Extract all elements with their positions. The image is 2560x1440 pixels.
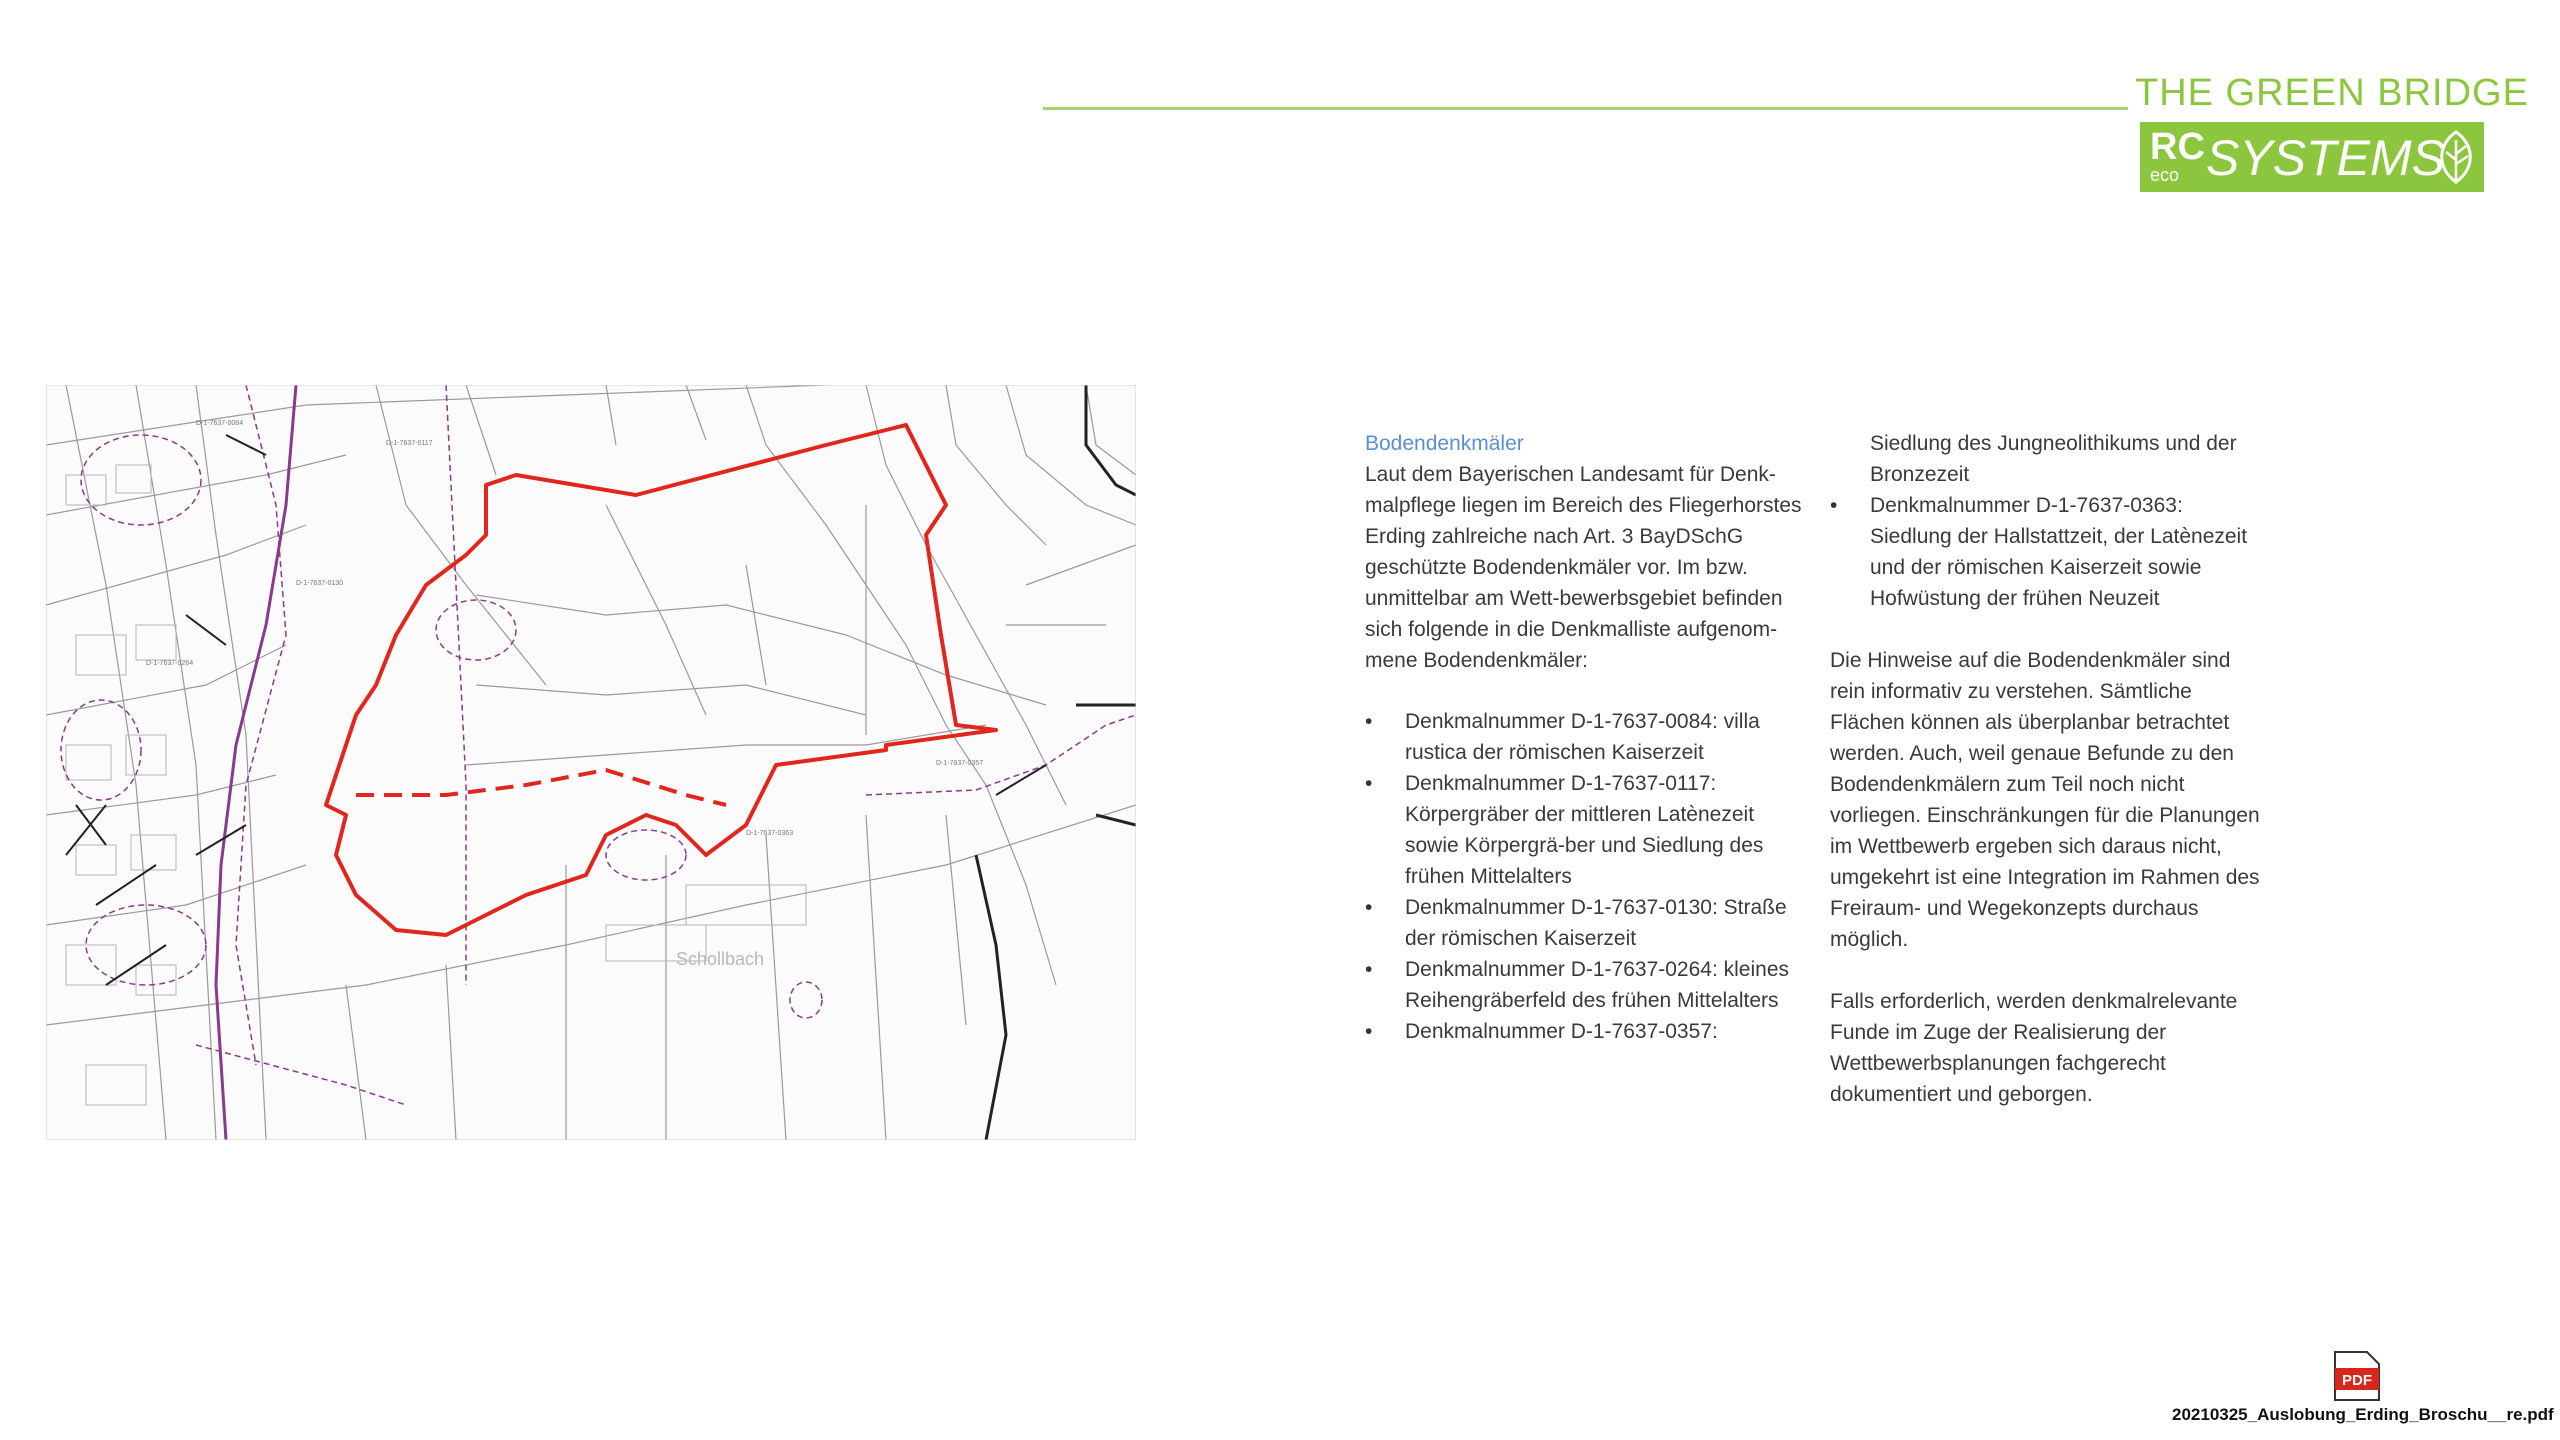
text-column-right [1830,428,2270,1110]
section-heading: Bodendenkmäler [1365,432,1524,455]
list-item: • Denkmalnummer D-1-7637-0117: Körpergräber der mittleren Latènezeit sowie Körpergrä-ber und Siedlung des frühen Mittelalters [1365,768,1805,892]
findings-paragraph: Falls erforderlich, werden denkmalrelevante Funde im Zuge der Realisierung der Wettbewerbsplanungen fachgerecht dokumentiert und geborgen. [1830,990,2238,1106]
brand-eco: eco [2150,165,2180,185]
map-place-label: Schollbach [676,949,765,969]
site-map [46,385,1136,1140]
svg-text:D-1-7637-0130: D-1-7637-0130 [296,580,344,587]
svg-text:D-1-7637-0117: D-1-7637-0117 [386,440,433,447]
pdf-file-icon[interactable] [2333,1350,2381,1402]
svg-text:D-1-7637-0264: D-1-7637-0264 [146,660,194,667]
monument-list-continued [1830,490,2270,614]
leaf-icon [2434,130,2478,184]
list-item: • Denkmalnummer D-1-7637-0130: Straße der römischen Kaiserzeit [1365,892,1805,954]
svg-text:D-1-7637-0363: D-1-7637-0363 [746,830,794,837]
notes-paragraph: Die Hinweise auf die Bodendenkmäler sind rein informativ zu verstehen. Sämtliche Flächen können als überplanbar betrachtet werden. Auch, weil genaue Befunde zu den Bodendenkmälern zum Teil noch nicht vorliegen. Einschränkungen für die Planungen im Wettbewerb ergeben sich daraus nicht, umgekehrt ist eine Integration im Rahmen des Freiraum- und Wegekonzepts durchaus möglich. [1830,649,2260,951]
list-item: • Denkmalnummer D-1-7637-0357: [1365,1016,1805,1047]
header-rule [1043,107,2128,110]
intro-paragraph: Laut dem Bayerischen Landesamt für Denk-malpflege liegen im Bereich des Fliegerhorstes Erding zahlreiche nach Art. 3 BayDSchG geschützte Bodendenkmäler vor. Im bzw. unmittelbar am Wett-bewerbsgebiet befinden sich folgende in die Denkmalliste aufgenom-mene Bodendenkmäler: [1365,463,1802,672]
brand-logo [2140,122,2484,192]
pdf-icon-label: PDF [2342,1372,2372,1389]
list-item: • Denkmalnummer D-1-7637-0264: kleines Reihengräberfeld des frühen Mittelalters [1365,954,1805,1016]
monument-list [1365,706,1805,1047]
list-item: • Denkmalnummer D-1-7637-0084: villa rustica der römischen Kaiserzeit [1365,706,1805,768]
brand-systems: SYSTEMS [2206,130,2445,186]
brand-title: THE GREEN BRIDGE [2135,72,2529,114]
list-item: • Denkmalnummer D-1-7637-0363: Siedlung der Hallstattzeit, der Latènezeit und der römischen Kaiserzeit sowie Hofwüstung der frühen Neuzeit [1830,490,2270,614]
brand-rc: RC [2150,126,2205,168]
file-name[interactable]: 20210325_Auslobung_Erding_Broschu__re.pdf [2172,1405,2554,1424]
text-column-left [1365,428,1805,1047]
list-item-continuation: Siedlung des Jungneolithikums und der Bronzezeit [1870,432,2237,486]
svg-text:D-1-7637-0357: D-1-7637-0357 [936,760,984,767]
svg-text:D-1-7637-0084: D-1-7637-0084 [196,420,244,427]
